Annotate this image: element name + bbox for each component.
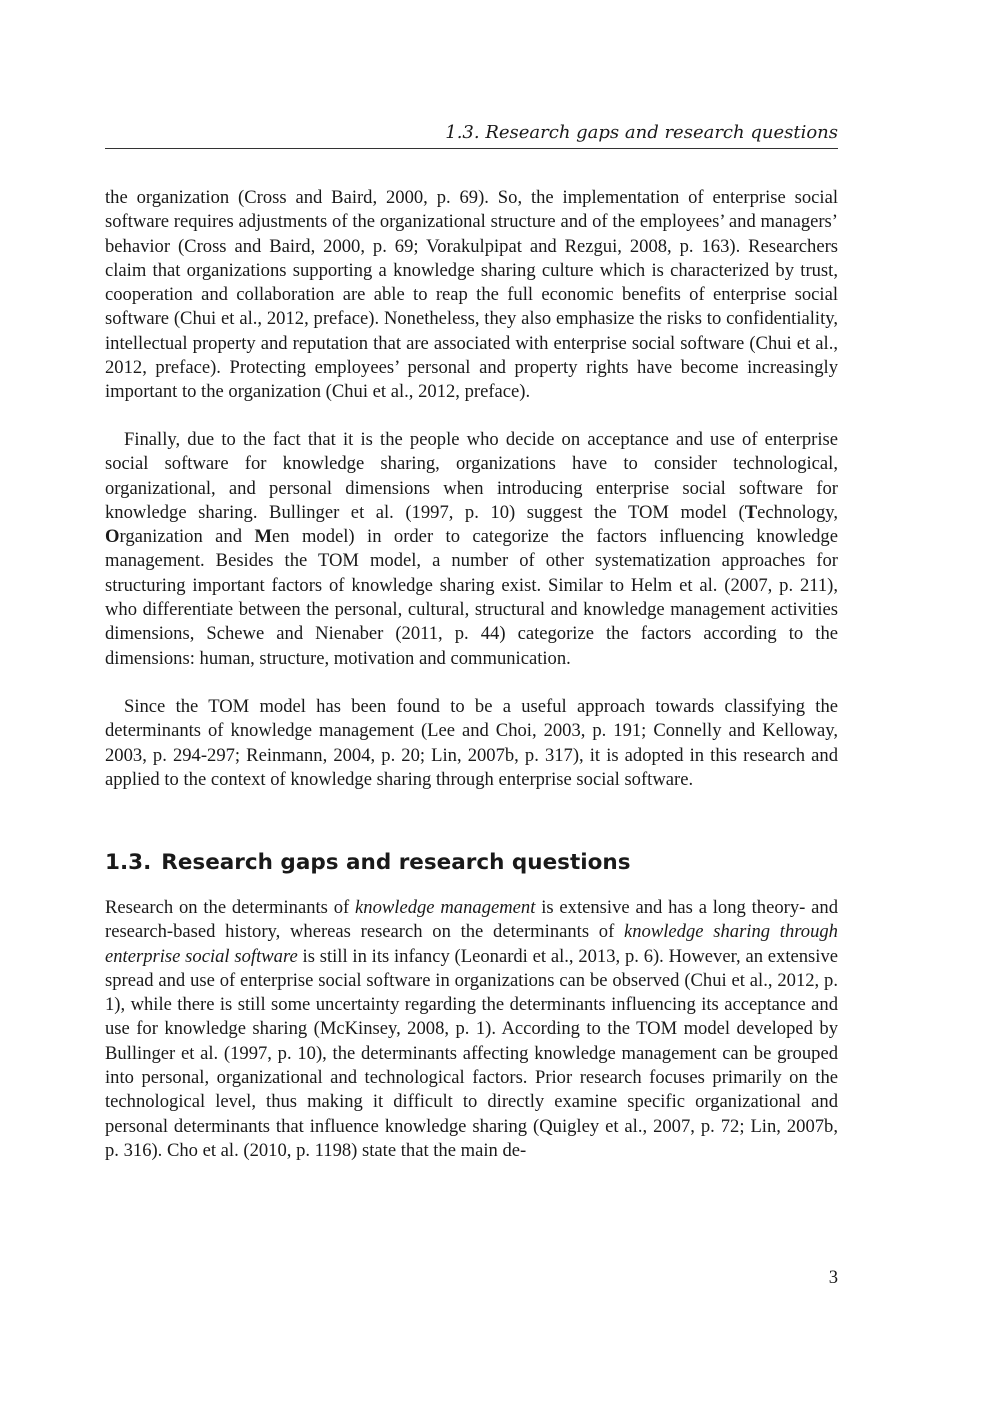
italic-term: knowledge sharing through enterprise social software bbox=[105, 921, 838, 967]
paragraph-text: Research on the determinants of bbox=[105, 897, 356, 918]
header-rule bbox=[105, 148, 838, 149]
body-text-block-3 bbox=[105, 695, 838, 792]
paragraph-text: echnology, bbox=[757, 501, 838, 523]
bold-letter-t: T bbox=[744, 501, 758, 523]
paragraph-text: Finally, due to the fact that it is the people who decide on acceptance and use of enterprise social software for knowledge sharing, organizations have to consider technological, organizational, and personal dimensions when introducing enterprise social software for knowledge sharing. Bullinger et al. (1997, p. 10) suggest the TOM model ( bbox=[105, 429, 838, 523]
body-text-block-2 bbox=[105, 428, 838, 671]
paragraph-text: is still in its infancy (Leonardi et al., 2013, p. 6). However, an extensive spread and use of enterprise social software in organizations can be observed (Chui et al., 2012, p. 1), while there is still some uncertainty regarding the determinants influencing its acceptance and use for knowledge sharing (McKinsey, 2008, p. 1). According to the TOM model developed by Bullinger et al. (1997, p. 10), the determinants affecting knowledge management can be grouped into personal, organizational and technological factors. Prior research focuses primarily on the technological level, thus making it difficult to directly examine specific organizational and personal determinants that influence knowledge sharing (Quigley et al., 2007, p. 72; Lin, 2007b, p. 316). Cho et al. (2010, p. 1198) state that the main de- bbox=[105, 945, 839, 1161]
paragraph-text: rganization and bbox=[119, 526, 255, 548]
bold-letter-m: M bbox=[254, 526, 272, 548]
section-title: Research gaps and research questions bbox=[161, 850, 631, 875]
body-text-block-1 bbox=[105, 186, 838, 405]
section-heading bbox=[105, 848, 838, 878]
paragraph-text: en model) in order to categorize the factors influencing knowledge management. Besides the TOM model, a number of other systematization approaches for structuring important factors of knowledge sharing exist. Similar to Helm et al. (2007, p. 211), who differentiate between the personal, cultural, structural and knowledge management activities dimensions, Schewe and Nienaber (2011, p. 44) categorize the factors according to the dimensions: human, structure, motivation and communication. bbox=[105, 526, 838, 669]
page-number: 3 bbox=[828, 1267, 838, 1288]
section-number: 1.3. bbox=[105, 850, 152, 875]
paragraph-text: is extensive and has a long theory- and research-based history, whereas research on the determinants of bbox=[105, 897, 838, 943]
italic-term: knowledge management bbox=[355, 897, 536, 918]
paragraph-tom-model bbox=[105, 428, 838, 671]
running-header: 1.3. Research gaps and research questions bbox=[445, 122, 838, 143]
paragraph-continued: the organization (Cross and Baird, 2000, p. 69). So, the implementation of enterprise social software requires adjustments of the organizational structure and of the employees’ and managers’ behavior (Cross and Baird, 2000, p. 69; Vorakulpipat and Rezgui, 2008, p. 163). Researchers claim that organizations supporting a knowledge sharing culture which is characterized by trust, cooperation and collaboration are able to reap the full economic benefits of enterprise social software (Chui et al., 2012, preface). Nonetheless, they also emphasize the risks to confidentiality, intellectual property and reputation that are associated with enterprise social software (Chui et al., 2012, preface). Protecting employees’ personal and property rights have become increasingly important to the organization (Chui et al., 2012, preface). bbox=[105, 187, 838, 403]
paragraph-tom-adoption: Since the TOM model has been found to be a useful approach towards classifying the determinants of knowledge management (Lee and Choi, 2003, p. 191; Connelly and Kelloway, 2003, p. 294-297; Reinmann, 2004, p. 20; Lin, 2007b, p. 317), it is adopted in this research and applied to the context of knowledge sharing through enterprise social software. bbox=[105, 696, 838, 790]
paragraph-research-gaps bbox=[105, 896, 838, 1163]
body-text-block-4 bbox=[105, 896, 838, 1163]
bold-letter-o: O bbox=[105, 526, 120, 548]
